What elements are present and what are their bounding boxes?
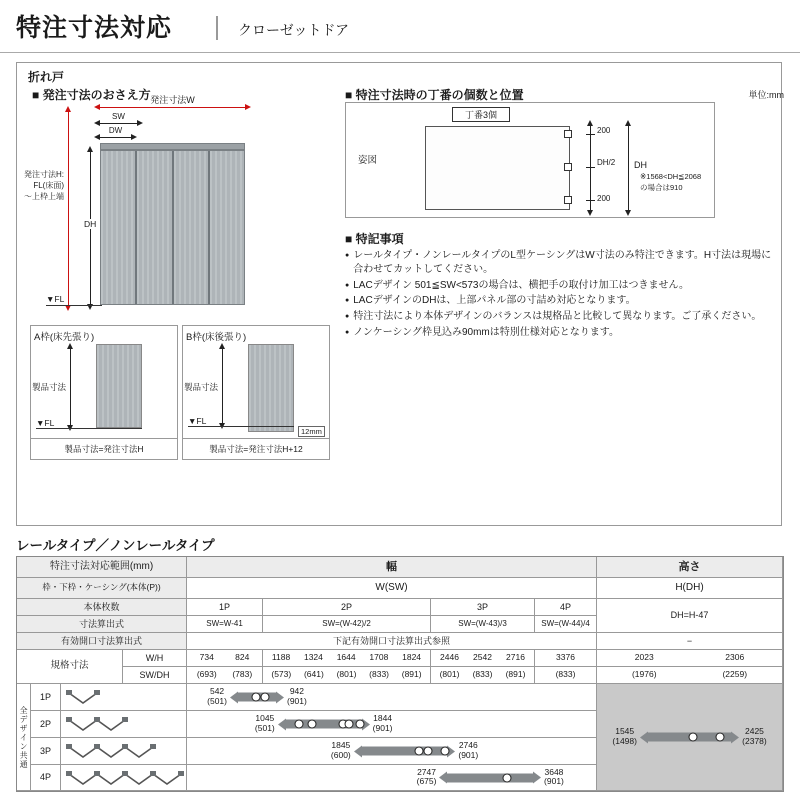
range-max-label: 2746 (901) <box>458 740 479 760</box>
range-area-4p <box>187 765 597 791</box>
frame-a-fl-line <box>36 428 142 429</box>
std-value: 1708 <box>369 652 389 663</box>
order-height-label <box>14 170 64 202</box>
std-value: (641) <box>303 669 324 680</box>
std-value: (693) <box>196 669 217 680</box>
frame-a-door-section <box>96 344 142 428</box>
range-min-label: 2747 (675) <box>416 766 437 787</box>
std-value: (783) <box>232 669 253 680</box>
dw-label: DW <box>108 126 123 135</box>
std-value: 1644 <box>336 652 356 663</box>
range-max-label: 2425 (2378) <box>742 726 767 746</box>
order-width-arrow <box>100 107 245 108</box>
height-range-area <box>597 684 783 791</box>
range-area-1p <box>187 684 597 711</box>
range-min-label: 1845 (600) <box>330 740 351 760</box>
standard-size-dot <box>344 720 353 729</box>
note-text: ノンケーシング枠見込み90mmは特別仕様対応となります。 <box>353 326 619 338</box>
std-value: 2716 <box>506 652 525 663</box>
cell-opening-label: 有効開口寸法算出式 <box>17 633 187 650</box>
bullet-icon: ● <box>345 297 350 305</box>
frame-b-title: B枠(床後張り) <box>186 332 247 343</box>
hinge-square-bottom <box>564 196 572 204</box>
dh-overall-label: DH <box>634 160 647 170</box>
cell-frame-label: 枠・下枠・ケーシング(本体(P)) <box>17 578 187 599</box>
std-value: 1324 <box>303 652 323 663</box>
frame-b-door-section <box>248 344 294 432</box>
range-bar <box>362 747 448 756</box>
range-max-label: 942 (901) <box>286 686 307 706</box>
std-value: 3376 <box>556 652 575 663</box>
cell-count-4p: 4P <box>535 599 597 616</box>
dw-arrow <box>100 137 131 138</box>
cell-wh-3p <box>431 650 535 667</box>
standard-size-dot <box>260 693 269 702</box>
cell-wh-4p <box>535 650 597 667</box>
door-panel <box>137 151 171 304</box>
frame-a-title: A枠(床先張り) <box>34 332 95 343</box>
std-value: 2023 <box>634 652 654 663</box>
cell-height-formula: DH=H-47 <box>597 599 783 633</box>
bullet-icon: ● <box>345 313 350 321</box>
cell-hdh: H(DH) <box>597 578 783 599</box>
bullet-icon: ● <box>345 252 350 259</box>
std-value: (2259) <box>722 669 748 680</box>
standard-size-dot <box>689 733 698 742</box>
standard-size-dot <box>503 773 512 782</box>
door-elevation <box>100 150 245 305</box>
std-value: 1824 <box>402 652 422 663</box>
std-value: 734 <box>199 652 214 663</box>
dh-overall-arrow <box>628 126 629 210</box>
cell-row-label-1p: 1P <box>31 684 61 711</box>
door-panel <box>101 151 135 304</box>
fold-door-top-view-1p <box>63 688 103 706</box>
cell-row-label-3p: 3P <box>31 738 61 765</box>
hinge-door-outline <box>425 126 570 210</box>
hinge-dim-tick3 <box>586 200 595 201</box>
range-max-label: 3648 (901) <box>544 766 564 787</box>
page-title: 特注寸法対応 <box>16 14 173 42</box>
fold-diagram-cell-1p <box>61 684 187 711</box>
standard-size-dot <box>355 720 364 729</box>
std-value: (891) <box>401 669 422 680</box>
hinge-note-line2: の場合は910 <box>640 182 683 192</box>
note-item <box>345 310 781 324</box>
cell-count-1p: 1P <box>187 599 263 616</box>
range-max-label: 1844 (901) <box>372 713 393 733</box>
fl-line <box>46 305 102 306</box>
note-text: 特注寸法により本体デザインのバランスは規格品と比較して異なります。ご了承ください。 <box>353 311 762 323</box>
cell-swdh-2p <box>263 667 431 684</box>
cell-swdh-1p <box>187 667 263 684</box>
hinge-dim-mid-label: DH/2 <box>597 158 616 167</box>
cell-wh-height <box>597 650 783 667</box>
frame-b-fl-label: ▼FL <box>188 416 207 426</box>
std-value: 2542 <box>473 652 492 663</box>
hinge-heading: ■ 特注寸法時の丁番の個数と位置 <box>345 88 524 102</box>
section-heading: レールタイプ／ノンレールタイプ <box>16 538 215 553</box>
product-dim-label-a: 製品寸法 <box>32 382 67 392</box>
hinge-dim-tick2 <box>586 167 595 168</box>
door-panel <box>210 151 244 304</box>
cell-wsw: W(SW) <box>187 578 597 599</box>
door-panel <box>174 151 208 304</box>
door-top-rail <box>100 143 245 150</box>
cell-formula-label: 寸法算出式 <box>17 616 187 633</box>
cell-row-label-2p: 2P <box>31 711 61 738</box>
header-rule <box>0 52 800 53</box>
sw-label: SW <box>112 112 125 121</box>
range-area-2p <box>187 711 597 738</box>
std-value: (801) <box>336 669 357 680</box>
cell-wh-2p <box>263 650 431 667</box>
std-value: 2306 <box>725 652 745 663</box>
hinge-dim-tick1 <box>586 134 595 135</box>
range-bar <box>447 773 533 782</box>
note-item <box>345 279 781 293</box>
standard-size-dot <box>423 747 432 756</box>
range-area-3p <box>187 738 597 765</box>
door-type-label: 折れ戸 <box>28 70 65 84</box>
cell-common-label: 全デザイン共通 <box>17 684 31 791</box>
cell-opening-ref: 下記有効開口寸法算出式参照 <box>187 633 597 650</box>
note-item <box>345 326 781 340</box>
fl-label: ▼FL <box>46 294 65 304</box>
cell-formula-4p: SW=(W-44)/4 <box>535 616 597 633</box>
std-value: (801) <box>439 669 460 680</box>
std-value: (891) <box>505 669 526 680</box>
standard-size-dot <box>414 747 423 756</box>
sw-arrow <box>100 123 137 124</box>
note-item <box>345 249 781 277</box>
standard-size-dot <box>295 720 304 729</box>
hinge-dim-line <box>590 126 591 210</box>
notes-heading: ■ 特記事項 <box>345 232 404 246</box>
cell-swdh-height <box>597 667 783 684</box>
std-value: (833) <box>369 669 389 680</box>
order-height-line3: 〜上枠上端 <box>24 191 64 201</box>
standard-size-dot <box>440 747 449 756</box>
cell-row-label-4p: 4P <box>31 765 61 791</box>
product-dim-arrow-a <box>70 349 71 425</box>
figure-label: 姿図 <box>358 155 378 166</box>
std-value: (833) <box>555 669 576 680</box>
note-text: レールタイプ・ノンレールタイプのL型ケーシングはW寸法のみ特注できます。H寸法は現場に合わせてカットしてください。 <box>353 250 772 275</box>
bullet-icon: ● <box>345 328 350 336</box>
cell-opening-height: − <box>597 633 783 650</box>
hinge-square-top <box>564 130 572 138</box>
range-min-label: 1545 (1498) <box>612 726 637 746</box>
standard-size-dot <box>308 720 317 729</box>
bullet-icon: ● <box>345 281 350 289</box>
frame-b-caption: 製品寸法=発注寸法H+12 <box>183 438 329 459</box>
order-heading: ■ 発注寸法のおさえ方 <box>32 88 151 102</box>
frame-a-caption: 製品寸法=発注寸法H <box>31 438 177 459</box>
cell-std-label: 規格寸法 <box>17 650 123 684</box>
order-height-line2: FL(床面) <box>33 180 64 190</box>
order-height-line1: 発注寸法H: <box>24 170 64 179</box>
fold-door-top-view-4p <box>63 769 186 787</box>
cell-swdh-3p <box>431 667 535 684</box>
range-min-label: 1045 (501) <box>254 713 275 733</box>
order-width-label: 発注寸法W <box>150 95 195 105</box>
standard-size-dot <box>715 733 724 742</box>
note-text: LACデザイン 501≦SW<573の場合は、横把手の取付け加工はつきません。 <box>353 279 690 291</box>
unit-label: 単位:mm <box>748 90 784 100</box>
offset-12mm-label: 12mm <box>298 426 325 437</box>
std-value: 2446 <box>440 652 459 663</box>
fold-door-top-view-2p <box>63 715 131 733</box>
cell-wh-1p <box>187 650 263 667</box>
cell-count-label: 本体枚数 <box>17 599 187 616</box>
cell-formula-1p: SW=W-41 <box>187 616 263 633</box>
std-value: (573) <box>271 669 292 680</box>
cell-swdh-label: SW/DH <box>123 667 187 684</box>
header-divider <box>216 16 218 40</box>
std-value: 1188 <box>271 652 291 663</box>
cell-formula-3p: SW=(W-43)/3 <box>431 616 535 633</box>
hinge-dim-top-label: 200 <box>597 126 611 135</box>
cell-formula-2p: SW=(W-42)/2 <box>263 616 431 633</box>
std-value: (1976) <box>631 669 657 680</box>
hinge-note <box>640 172 712 193</box>
std-value: 824 <box>235 652 250 663</box>
hinge-dim-bottom-label: 200 <box>597 194 611 203</box>
notes-list <box>345 249 781 342</box>
cell-height-header: 高さ <box>597 557 783 578</box>
cell-swdh-4p <box>535 667 597 684</box>
fold-diagram-cell-3p <box>61 738 187 765</box>
note-text: LACデザインのDHは、上部パネル部の寸詰め対応となります。 <box>353 295 636 307</box>
fold-diagram-cell-2p <box>61 711 187 738</box>
cell-count-2p: 2P <box>263 599 431 616</box>
frame-b-fl-line <box>188 426 294 427</box>
page-subtitle: クローゼットドア <box>238 22 350 38</box>
order-height-arrow <box>68 112 69 305</box>
fold-diagram-cell-4p <box>61 765 187 791</box>
cell-count-3p: 3P <box>431 599 535 616</box>
cell-range-label: 特注寸法対応範囲(mm) <box>17 557 187 578</box>
page-header <box>0 0 800 54</box>
std-value: (833) <box>472 669 493 680</box>
product-dim-label-b: 製品寸法 <box>184 382 219 392</box>
product-dim-arrow-b <box>222 349 223 423</box>
fold-door-top-view-3p <box>63 742 159 760</box>
hinge-count-box: 丁番3個 <box>452 107 510 122</box>
range-min-label: 542 (501) <box>207 686 227 706</box>
frame-a-fl-label: ▼FL <box>36 418 55 428</box>
hinge-square-mid <box>564 163 572 171</box>
dh-label: DH <box>84 219 97 229</box>
cell-wh-label: W/H <box>123 650 187 667</box>
note-item <box>345 294 781 308</box>
spec-table <box>16 556 784 792</box>
cell-width-header: 幅 <box>187 557 597 578</box>
hinge-note-line1: ※1568<DH≦2068 <box>640 172 702 181</box>
